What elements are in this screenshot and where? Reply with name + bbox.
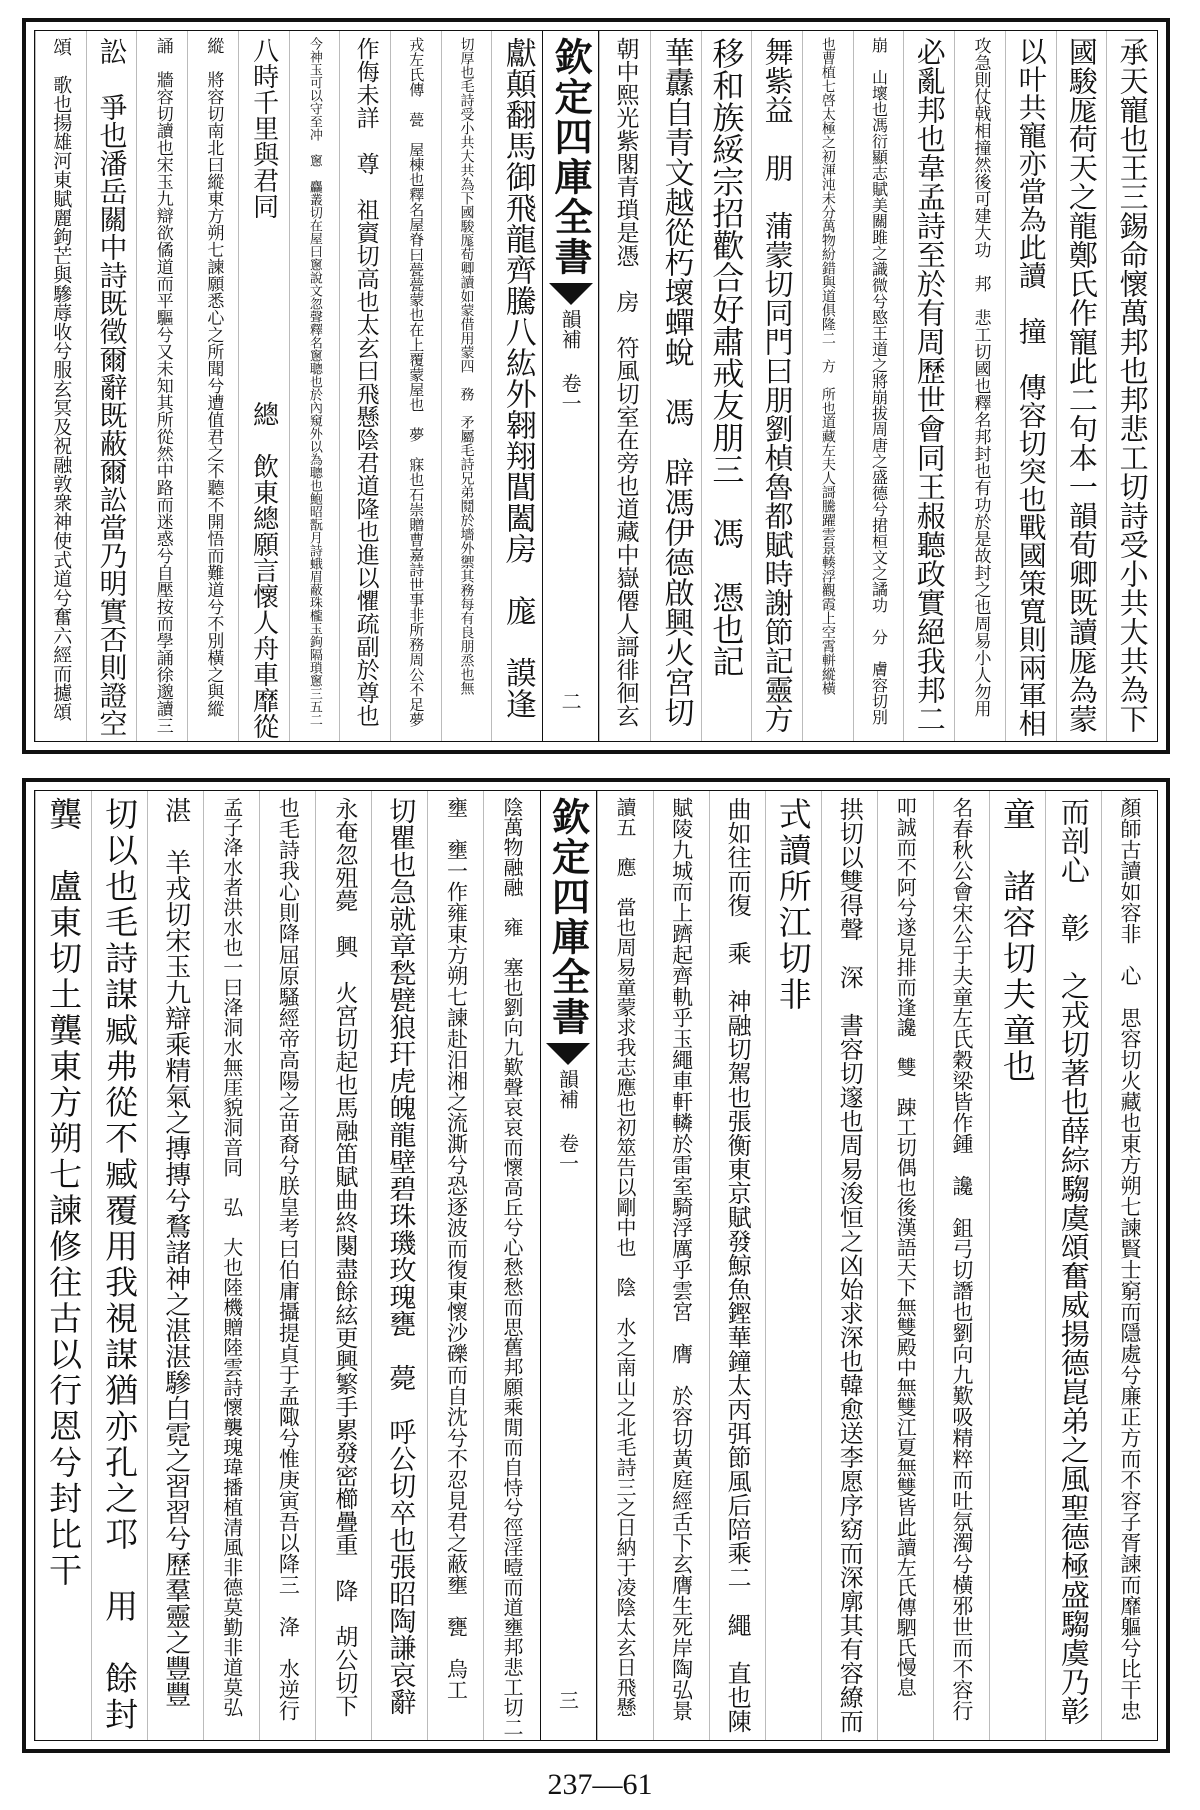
column-text: 壅 壅一作雍東方朔七諫赴汨湘之流澌兮恐逐波而復東懷沙礫而自沈兮不忍見君之蔽壅 甕 烏工 xyxy=(444,797,469,1700)
text-column xyxy=(1101,791,1157,1740)
top-panel-frame xyxy=(34,30,1158,742)
column-text: 叩誠而不阿兮遂見排而逢讒 雙 踈工切偶也後漢語天下無雙殿中無雙江夏無雙皆此讀左氏傳駟氏慢息 xyxy=(893,797,918,1697)
text-column xyxy=(1005,31,1056,741)
bottom-panel xyxy=(22,778,1170,1753)
text-column xyxy=(1106,31,1157,741)
column-text: 誦 牆容切讀也宋玉九辯欲僪道而平驅兮又未知其所從然中路而迷惑兮自壓按而學誦徐邈讀三 xyxy=(152,37,173,734)
column-text: 今神玉可以守至冲 窻 麤叢切在屋曰窻說文忽聲釋名窻聰也於內窺外以為聰也鮑昭翫月詩蛾眉蔽珠櫳玉鉤隔瑣窻三五二 xyxy=(306,37,322,726)
text-column xyxy=(821,791,877,1740)
page-code: 237—61 xyxy=(547,1768,653,1801)
column-text: 也曹植七啓太極之初渾沌未分萬物紛錯與道俱隆二 方 所也道藏左夫人謌騰躍雲景輳浮觀霞上空霄軿縱橫 xyxy=(819,37,836,695)
text-column xyxy=(35,791,91,1740)
text-column xyxy=(187,31,238,741)
center-spine xyxy=(542,31,599,741)
text-column xyxy=(136,31,187,741)
column-text: 切厚也毛詩受小共大共為下國駿厖荀卿讀如蒙借用蒙四 務 矛屬毛詩兄弟鬩於墻外禦其務每有良朋烝也無 xyxy=(458,37,475,695)
column-text: 朝中熙光紫閣青瑣是憑 房 符風切室在旁也道藏中嶽僊人謌徘徊玄 xyxy=(612,37,639,727)
text-column xyxy=(427,791,483,1740)
text-column xyxy=(989,791,1045,1740)
text-column xyxy=(390,31,441,741)
column-text: 八時千里與君同 總 飲東總願言懷人舟車靡從 xyxy=(248,37,279,739)
book-title: 欽定四庫全書 xyxy=(545,797,591,1037)
leaf-number: 三 xyxy=(555,1690,580,1710)
text-column xyxy=(203,791,259,1740)
text-column xyxy=(491,31,542,741)
volume-label: 韻補 卷一 xyxy=(555,1069,580,1173)
text-column xyxy=(877,791,933,1740)
volume-label: 韻補 卷一 xyxy=(558,309,583,413)
column-text: 崩 山壞也馮衍顯志賦美關雎之識微兮愍王道之將崩拔周唐之盛德兮捃桓文之譎功 分 膚容切別 xyxy=(869,37,889,725)
column-text: 縱 將容切南北曰縱東方朔七諫願悉心之所聞兮遭值君之不聽不開悟而難道兮不別橫之與縱 xyxy=(203,37,224,717)
text-column xyxy=(1045,791,1101,1740)
column-text: 顏師古讀如容非 心 思容切火藏也東方朔七諫賢士窮而隱處兮廉正方而不容子胥諫而靡軀兮比干忠 xyxy=(1117,797,1142,1721)
column-text: 作侮未詳 尊 祖賨切高也太玄曰飛懸陰君道隆也進以懼疏副於尊也 xyxy=(352,37,379,727)
text-column xyxy=(339,31,390,741)
text-column xyxy=(599,31,650,741)
column-text: 名春秋公會宋公于夫童左氏穀梁皆作鍾 讒 鉏弓切譖也劉向九歎吸精粹而吐氛濁兮橫邪世而不容行 xyxy=(949,797,974,1721)
text-column xyxy=(1056,31,1107,741)
text-column xyxy=(853,31,904,741)
leaf-number: 二 xyxy=(558,691,583,711)
text-column xyxy=(765,791,821,1740)
fishtail-mark-icon xyxy=(549,283,593,305)
center-spine xyxy=(540,791,597,1740)
text-column xyxy=(802,31,853,741)
bottom-text-columns xyxy=(35,791,1157,1740)
column-text: 必亂邦也韋孟詩至於有周歷世會同王赧聽政實絕我邦二 xyxy=(912,37,947,733)
column-text: 華纛自青文越從朽壞蟬蛻 馮 辟馮伊德啟興火宮切 xyxy=(658,37,694,727)
column-text: 移和族綏宗招歡合好肅戒友朋三 馮 憑也記 xyxy=(707,37,746,677)
text-column xyxy=(91,791,147,1740)
text-column xyxy=(903,31,954,741)
text-column xyxy=(86,31,137,741)
text-column xyxy=(751,31,802,741)
column-text: 賦陵九城而上躋起齊軌乎玉繩車軒轔於雷室騎浮厲乎雲宮 膺 於容切黃庭經舌下玄膺生死岸陶弘景 xyxy=(669,797,694,1721)
column-text: 國駿厖荷天之龍鄭氏作寵此二句本一韻荀卿既讀厖為蒙 xyxy=(1064,37,1099,733)
column-text: 孟子洚水者洪水也一曰洚洞水無厓貌洞音同 弘 大也陸機贈陸雲詩懷襲瑰瑋播植清風非德莫勤非道莫弘 xyxy=(219,797,244,1717)
text-column xyxy=(238,31,289,741)
text-column xyxy=(954,31,1005,741)
text-column xyxy=(35,31,86,741)
top-panel xyxy=(22,18,1170,754)
top-text-columns xyxy=(35,31,1157,741)
column-text: 童 諸容切夫童也 xyxy=(997,797,1037,1085)
column-text: 舞紫益 朋 蒲蒙切同門曰朋劉楨魯都賦時謝節記靈方 xyxy=(760,37,795,733)
text-column xyxy=(701,31,752,741)
column-text: 頌 歌也揚雄河東賦麗鉤芒與驂蓐收兮服玄冥及祝融敦衆神使式道兮奮六經而攄頌 xyxy=(50,37,73,721)
column-text: 也毛詩我心則降屈原騷經帝高陽之苗裔兮朕皇考曰伯庸攝提貞于孟陬兮惟庚寅吾以降三 洚 水逆行 xyxy=(276,797,301,1721)
book-title: 欽定四庫全書 xyxy=(548,37,594,277)
column-text: 以叶共寵亦當為此讀 撞 傳容切突也戰國策寬則兩軍相 xyxy=(1014,37,1048,737)
text-column xyxy=(933,791,989,1740)
column-text: 拱切以雙得聲 深 書容切邃也周易浚恒之凶始求深也韓愈送李愿序窈而深廓其有容繚而 xyxy=(835,797,864,1733)
column-text: 切以也毛詩謀臧弗從不臧覆用我視謀猶亦孔之邛 用 餘封 xyxy=(100,797,140,1733)
column-text: 獻顛翻馬御飛龍齊騰八紘外翱翔閶闔房 庬 謨逢 xyxy=(499,37,536,719)
column-text: 陰萬物融融 雍 塞也劉向九歎聲哀哀而懷高丘兮心愁愁而思舊邦願乘閒而自恃兮徑淫曀而道壅邦悲工切二 xyxy=(500,797,524,1737)
text-column xyxy=(597,791,653,1740)
text-column xyxy=(315,791,371,1740)
bottom-panel-frame xyxy=(34,790,1158,1741)
fishtail-mark-icon xyxy=(546,1043,590,1065)
text-column xyxy=(709,791,765,1740)
text-column xyxy=(371,791,427,1740)
text-column xyxy=(441,31,492,741)
column-text: 切瞿也急就章甃甓狼玕虎魄龍壁碧珠璣玫瑰甕 薨 呼公切卒也張昭陶謙哀辭 xyxy=(384,797,416,1715)
text-column xyxy=(483,791,539,1740)
text-column xyxy=(653,791,709,1740)
column-text: 永奄忽殂薨 興 火宮切起也馬融笛賦曲終闋盡餘絃更興繁手累發密櫛疊重 降 胡公切下 xyxy=(331,797,358,1717)
column-text: 龔 盧東切土龔東方朔七諫修往古以行恩兮封比干 xyxy=(44,797,84,1589)
column-text: 曲如往而復 乘 神融切駕也張衡東京賦發鯨魚鏗華鐘太丙弭節風后陪乘二 繩 直也陳 xyxy=(723,797,752,1733)
text-column xyxy=(650,31,701,741)
column-text: 訟 爭也潘岳關中詩既徵爾辭既蔽爾訟當乃明實否則證空 xyxy=(95,37,129,737)
column-text: 式讀所江切非 xyxy=(773,797,813,1013)
column-text: 承天寵也王三錫命懷萬邦也邦悲工切詩受小共大共為下 xyxy=(1115,37,1150,733)
column-text: 湛 羊戎切宋玉九辯乘精氣之摶摶兮鶩諸神之湛湛驂白霓之習習兮歷羣靈之豐豐 xyxy=(160,797,191,1707)
text-column xyxy=(259,791,315,1740)
column-text: 讀五 應 當也周易童蒙求我志應也初筮告以剛中也 陰 水之南山之北毛詩三之日納于凌陰太玄日飛懸 xyxy=(613,797,638,1717)
text-column xyxy=(147,791,203,1740)
text-column xyxy=(289,31,340,741)
column-text: 而剖心 彰 之戎切著也薛綜騶虞頌奮威揚德崑弟之風聖德極盛騶虞乃彰 xyxy=(1056,797,1091,1725)
column-text: 攻急則仗戟相撞然後可建大功 邦 悲工切國也釋名邦封也有功於是故封之也周易小人勿用 xyxy=(970,37,991,717)
column-text: 戎左氏傳 甍 屋棟也釋名屋脊曰甍甍蒙也在上覆蒙屋也 夢 寐也石崇贈曹嘉詩世事非所務周公不足夢 xyxy=(407,37,426,727)
